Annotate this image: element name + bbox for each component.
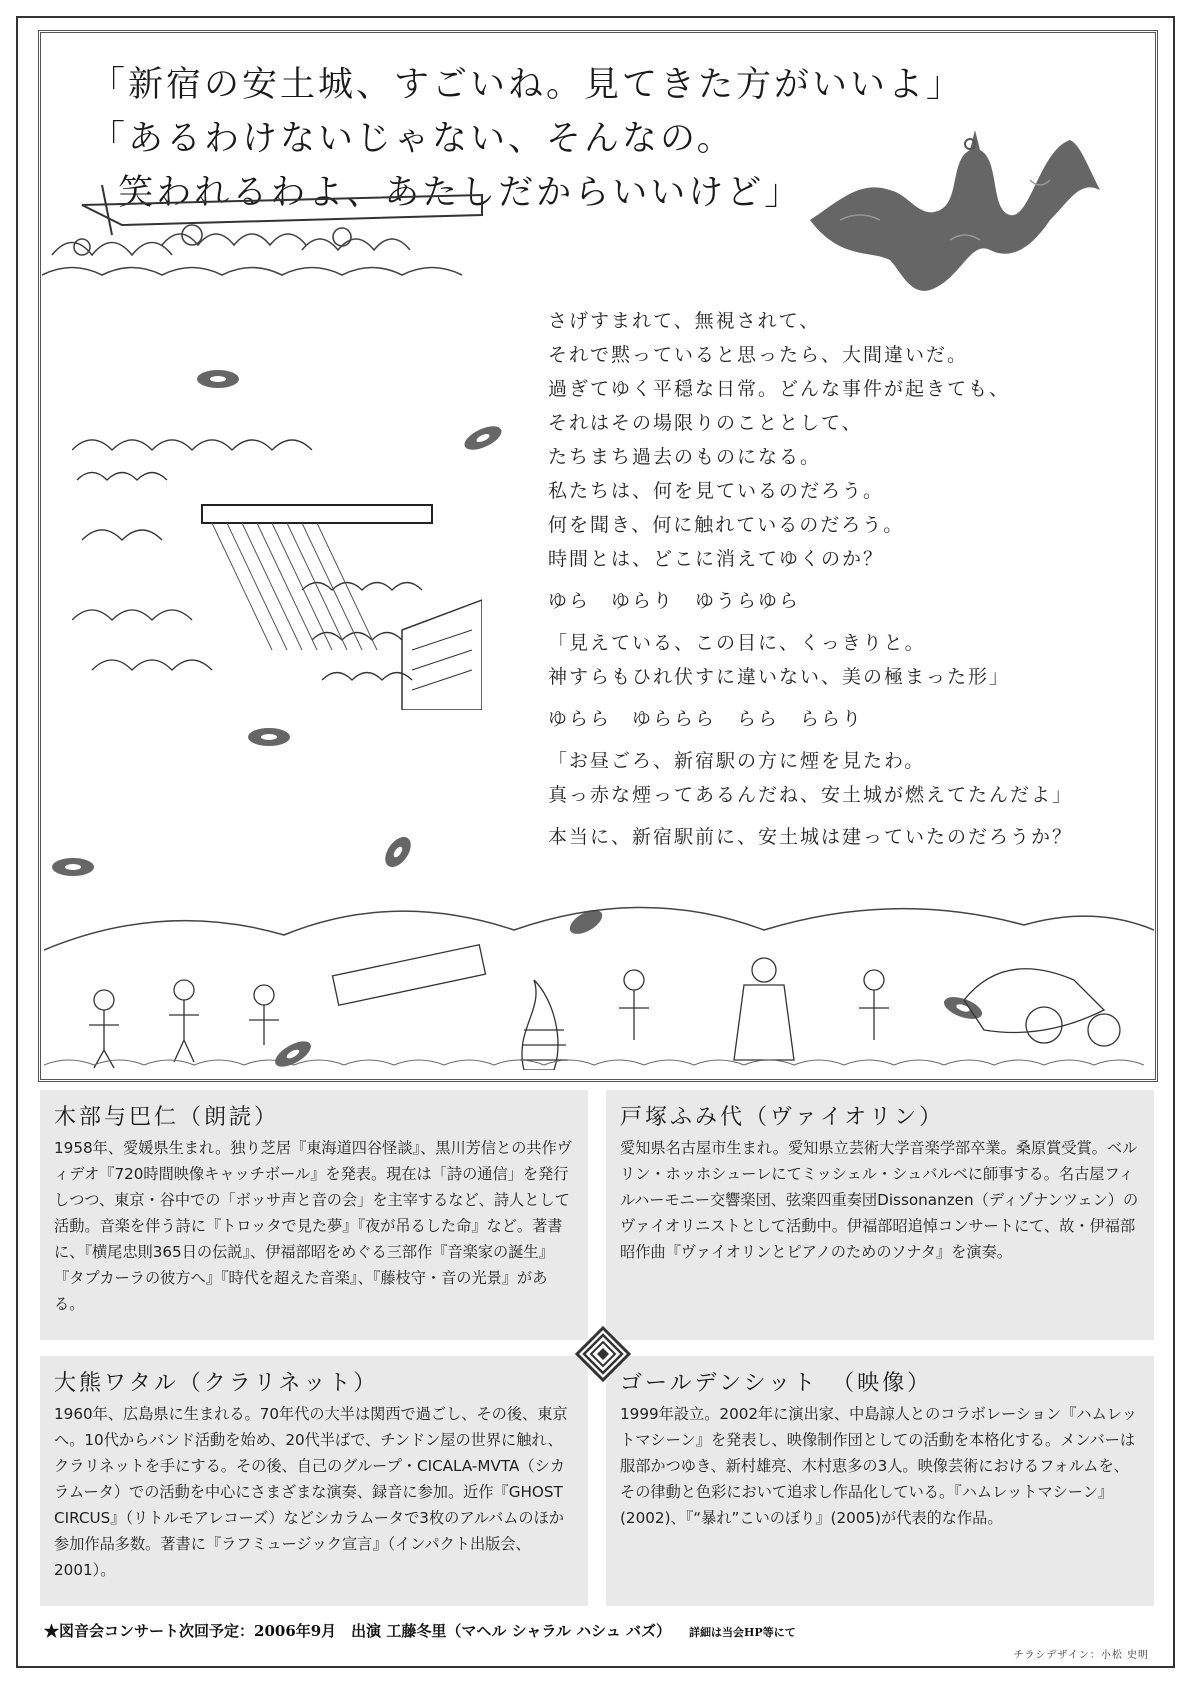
profile-bio: 愛知県名古屋市生まれ。愛知県立芸術大学音楽学部卒業。桑原賞受賞。ベルリン・ホッホシューレにてミッシェル・シュバルベに師事する。名古屋フィルハーモニー交響楽団、弦楽四重奏団Dissonanzen（ディゾナンツェン）のヴァイオリニストとして活動中。伊福部昭追悼コンサートにて、故・伊福部昭作曲『ヴァイオリンとピアノのためのソナタ』を演奏。 [620, 1139, 1139, 1261]
footer-details: 詳細は当会HP等にて [689, 1626, 796, 1639]
footer-next-text: ★図音会コンサート次回予定：2006年9月 出演 工藤冬里（マヘル シャラル ハシュ バズ） [44, 1622, 672, 1640]
poem-text [548, 304, 1073, 854]
profile-card-goldenshit [606, 1356, 1154, 1606]
footer-next-concert [44, 1620, 796, 1641]
poem-line: それはその場限りのこととして、 [548, 412, 863, 434]
poem-line: 本当に、新宿駅前に、安土城は建っていたのだろうか？ [548, 826, 1074, 848]
poem-line: 時間とは、どこに消えてゆくのか？ [548, 548, 885, 570]
poem-line: ゆら ゆらり ゆうらゆら [548, 590, 801, 612]
petal-shape [460, 425, 506, 451]
profile-bio: 1958年、愛媛県生まれ。独り芝居『東海道四谷怪談』、黒川芳信との共作ヴィデオ『720時間映像キャッチボール』を発表。現在は「詩の通信」を発行しつつ、東京・谷中での「ボッサ声と音の会」を主宰するなど、詩人として活動。音楽を伴う詩に『トロッタで見た夢』『夜が吊るした命』など。著書に、『横尾忠則365日の伝説』、伊福部昭をめぐる三部作『音楽家の誕生』『タプカーラの彼方へ』『時代を超えた音楽』、『藤枝守・音の光景』がある。 [54, 1139, 572, 1313]
poem-line: ゆらら ゆららら らら ららり [548, 708, 864, 730]
poem-line: 「お昼ごろ、新宿駅の方に煙を見たわ。 [548, 750, 926, 772]
poem-line: 過ぎてゆく平穏な日常。どんな事件が起きても、 [548, 378, 1011, 400]
poem-line: それで黙っていると思ったら、大間違いだ。 [548, 344, 969, 366]
petal-shape [246, 725, 292, 749]
poem-line: たちまち過去のものになる。 [548, 446, 822, 468]
petal-shape [378, 835, 418, 869]
profile-card-tozuka [606, 1090, 1154, 1340]
petal-shape [50, 855, 96, 879]
cloud-beam-illustration [42, 175, 502, 295]
poem-line: 「見えている、この目に、くっきりと。 [548, 632, 926, 654]
quote-line: 笑われるわよ、あたしだからいいけど」 [90, 173, 803, 213]
profile-name: ゴールデンシット （映像） [620, 1371, 933, 1396]
crowd-scene-illustration [44, 890, 1154, 1070]
poem-line: さげすまれて、無視されて、 [548, 310, 821, 332]
burning-castle-illustration [72, 420, 482, 710]
petal-shape [195, 367, 241, 391]
poem-line: 私たちは、何を見ているのだろう。 [548, 480, 885, 502]
profile-card-okuma [40, 1356, 588, 1606]
profile-name: 戸塚ふみ代（ヴァイオリン） [620, 1105, 945, 1130]
profile-card-kibe [40, 1090, 588, 1340]
profile-name: 木部与巴仁（朗読） [54, 1105, 280, 1130]
poem-line: 何を聞き、何に触れているのだろう。 [548, 514, 905, 536]
diamond-ornament [574, 1325, 632, 1383]
profile-bio: 1999年設立。2002年に演出家、中島諒人とのコラボレーション『ハムレットマシーン』を発表し、映像制作団としての活動を本格化する。メンバーは服部かつゆき、新村雄亮、木村恵多の3人。映像芸術におけるフォルムを、その律動と色彩において追求し作品化している。『ハムレットマシーン』(2002)、『“暴れ”こいのぼり』(2005)が代表的な作品。 [620, 1405, 1137, 1527]
design-credit: チラシデザイン：小松 史明 [1013, 1650, 1149, 1661]
quote-line: 「あるわけないじゃない、そんなの。 [90, 119, 735, 159]
poem-line: 神すらもひれ伏すに違いない、美の極まった形」 [548, 666, 1011, 688]
profile-name: 大熊ワタル（クラリネット） [54, 1371, 379, 1396]
quote-line: 「新宿の安土城、すごいね。見てきた方がいいよ」 [90, 65, 965, 105]
profile-bio: 1960年、広島県に生まれる。70年代の大半は関西で過ごし、その後、東京へ。10代からバンド活動を始め、20代半ばで、チンドン屋の世界に触れ、クラリネットを手にする。その後、自己のグループ・CICALA-MVTA（シカラムータ）での活動を中心にさまざまな演奏、録音に参加。近作『GHOST CIRCUS』（リトルモアレコーズ）などシカラムータで3枚のアルバムのほか参加作品多数。著書に『ラフミュージック宣言』（インパクト出版会、2001）。 [54, 1405, 568, 1579]
dark-smoke-shape [800, 120, 1100, 310]
poem-line: 真っ赤な煙ってあるんだね、安土城が燃えてたんだよ」 [548, 784, 1074, 806]
